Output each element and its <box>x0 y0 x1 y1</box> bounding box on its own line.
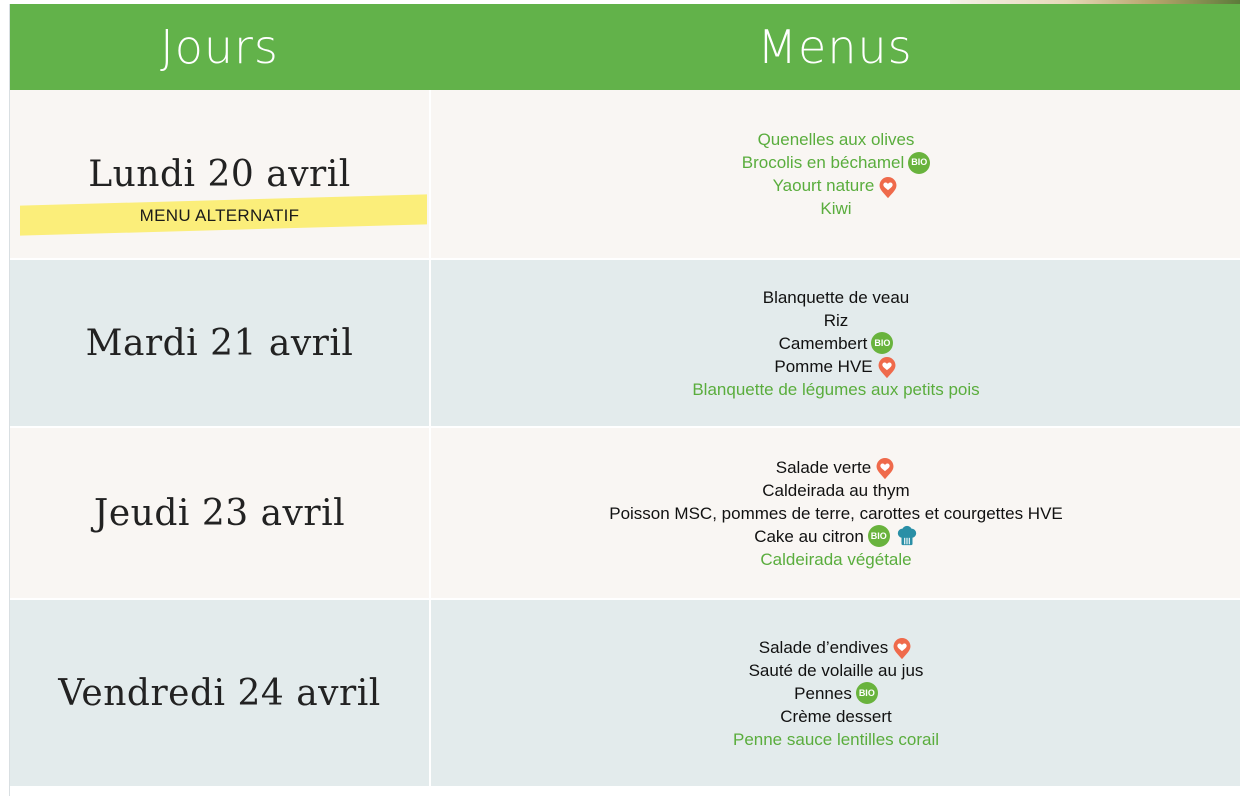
table-row <box>10 428 1240 600</box>
menu-cell <box>431 90 1240 258</box>
day-cell <box>10 260 431 426</box>
menu-item <box>776 456 896 479</box>
menu-item-text: Cake au citron <box>754 526 864 546</box>
menu-item-text: Camembert <box>778 333 868 353</box>
menu-alternatif-tag <box>10 200 429 236</box>
menu-item <box>774 355 897 378</box>
heart-pin-icon <box>876 357 898 379</box>
menu-item-text: Pennes <box>794 683 852 703</box>
heart-pin-icon <box>891 638 913 660</box>
menu-item-text: Yaourt nature <box>772 176 875 195</box>
menu-item-text: Kiwi <box>820 199 852 218</box>
menu-item <box>820 197 851 220</box>
menu-item <box>609 502 1063 525</box>
menu-item <box>692 378 979 401</box>
menu-item-text: Blanquette de veau <box>762 287 910 307</box>
menu-item-text: Caldeirada végétale <box>760 549 912 569</box>
menu-item-text: Penne sauce lentilles corail <box>732 729 939 749</box>
day-cell <box>10 428 431 598</box>
menu-item <box>760 548 911 571</box>
menu-cell <box>431 428 1240 598</box>
menu-item-text: Salade verte <box>775 457 872 477</box>
table-header <box>10 4 1240 90</box>
menu-item <box>733 728 939 751</box>
header-days: Jours <box>160 20 279 74</box>
menu-item <box>763 286 910 309</box>
menu-item <box>824 309 849 332</box>
menu-item <box>754 525 918 548</box>
menu-item <box>780 705 891 728</box>
menu-item-text: Caldeirada au thym <box>762 480 910 500</box>
day-cell <box>10 600 431 786</box>
menu-item-text: Poisson MSC, pommes de terre, carottes et courgettes HVE <box>609 503 1063 523</box>
bio-badge: BIO <box>856 682 878 704</box>
menu-table <box>9 4 1240 796</box>
menu-item <box>759 636 913 659</box>
menu-item-text: Brocolis en béchamel <box>741 153 905 172</box>
day-name: Vendredi 24 avril <box>58 672 381 714</box>
chef-hat-icon <box>896 525 918 547</box>
menu-cell <box>431 600 1240 786</box>
table-row <box>10 90 1240 260</box>
day-name: Jeudi 23 avril <box>93 492 346 534</box>
menu-item <box>742 151 931 174</box>
menu-item <box>758 128 915 151</box>
menu-item-text: Sauté de volaille au jus <box>748 660 924 680</box>
bio-badge: BIO <box>868 525 890 547</box>
bio-badge: BIO <box>908 152 930 174</box>
menu-item-text: Salade d’endives <box>758 637 889 657</box>
menu-item-text: Pomme HVE <box>774 356 873 376</box>
menu-item <box>762 479 909 502</box>
menu-item-text: Blanquette de légumes aux petits pois <box>692 379 980 399</box>
day-name: Lundi 20 avril <box>88 153 351 195</box>
menu-item-text: Riz <box>823 310 849 330</box>
bio-badge: BIO <box>871 332 893 354</box>
menu-item <box>794 682 878 705</box>
table-row <box>10 260 1240 428</box>
header-menus: Menus <box>757 20 913 74</box>
heart-pin-icon <box>874 458 896 480</box>
menu-item-text: Quenelles aux olives <box>757 130 915 149</box>
day-name: Mardi 21 avril <box>85 322 354 364</box>
menu-alternatif-label: MENU ALTERNATIF <box>139 206 300 225</box>
table-row <box>10 600 1240 788</box>
menu-item <box>779 332 894 355</box>
menu-item <box>749 659 924 682</box>
menu-cell <box>431 260 1240 426</box>
menu-item <box>773 174 900 197</box>
menu-item-text: Crème dessert <box>780 706 892 726</box>
heart-pin-icon <box>877 177 899 199</box>
day-cell <box>10 90 431 258</box>
